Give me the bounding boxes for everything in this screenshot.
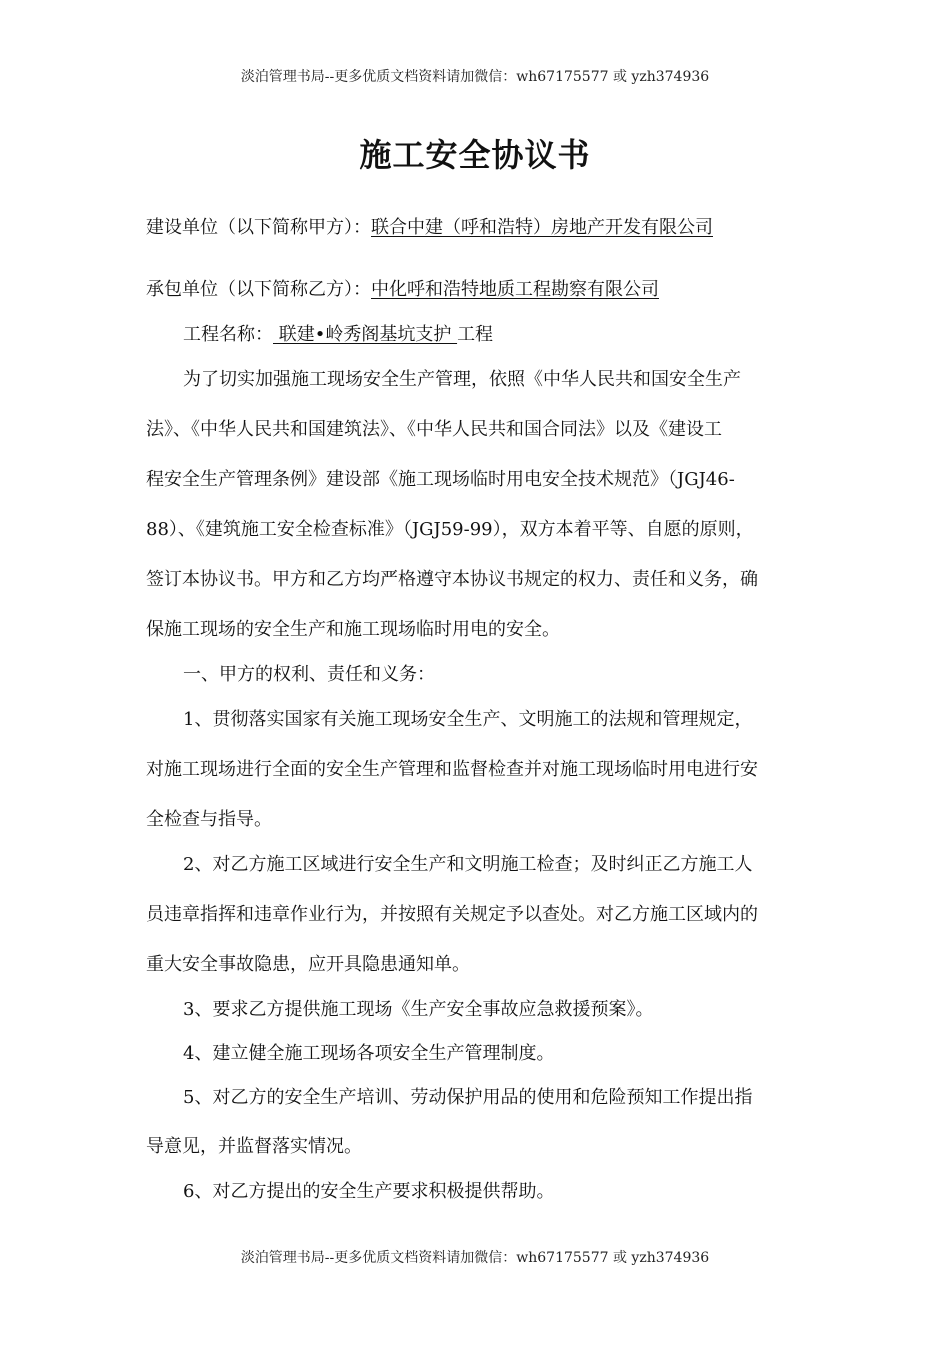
- item-6-line: 6、对乙方提出的安全生产要求积极提供帮助。: [183, 1181, 555, 1202]
- item-5-line: 5、对乙方的安全生产培训、劳动保护用品的使用和危险预知工作提出指: [183, 1087, 753, 1108]
- item-3-line: 3、要求乙方提供施工现场《生产安全事故应急救援预案》。: [183, 999, 654, 1020]
- project-value: 联建•岭秀阁基坑支护: [273, 324, 458, 345]
- item-1-line: 全检查与指导。: [146, 809, 272, 830]
- intro-line: 程安全生产管理条例》建设部《施工现场临时用电安全技术规范》（JGJ46-: [146, 469, 735, 490]
- party-b-line: [146, 278, 826, 302]
- intro-line: 法》、《中华人民共和国建筑法》、《中华人民共和国合同法》以及《建设工: [146, 419, 722, 440]
- party-a-line: [146, 216, 826, 240]
- document-title: 施工安全协议书: [359, 136, 591, 174]
- party-b-value: 中化呼和浩特地质工程勘察有限公司: [371, 279, 659, 300]
- intro-line: 保施工现场的安全生产和施工现场临时用电的安全。: [146, 619, 560, 640]
- party-a-label: 建设单位（以下简称甲方）：: [146, 217, 371, 238]
- item-1-line: 对施工现场进行全面的安全生产管理和监督检查并对施工现场临时用电进行安: [146, 759, 758, 780]
- item-5-line: 导意见，并监督落实情况。: [146, 1136, 362, 1157]
- project-line: [183, 323, 863, 347]
- item-2-line: 重大安全事故隐患，应开具隐患通知单。: [146, 954, 470, 975]
- intro-line: 为了切实加强施工现场安全生产管理，依照《中华人民共和国安全生产: [183, 369, 741, 390]
- item-4-line: 4、建立健全施工现场各项安全生产管理制度。: [183, 1043, 555, 1064]
- section-1-heading: 一、甲方的权利、责任和义务：: [183, 664, 435, 685]
- party-a-value: 联合中建（呼和浩特）房地产开发有限公司: [371, 217, 713, 238]
- page-header: 淡泊管理书局--更多优质文档资料请加微信：wh67175577 或 yzh374936: [240, 69, 710, 85]
- item-2-line: 2、对乙方施工区域进行安全生产和文明施工检查；及时纠正乙方施工人: [183, 854, 753, 875]
- page-footer: 淡泊管理书局--更多优质文档资料请加微信：wh67175577 或 yzh374936: [240, 1250, 710, 1266]
- intro-line: 签订本协议书。甲方和乙方均严格遵守本协议书规定的权力、责任和义务，确: [146, 569, 758, 590]
- item-2-line: 员违章指挥和违章作业行为，并按照有关规定予以查处。对乙方施工区域内的: [146, 904, 758, 925]
- party-b-label: 承包单位（以下简称乙方）：: [146, 279, 371, 300]
- item-1-line: 1、贯彻落实国家有关施工现场安全生产、文明施工的法规和管理规定，: [183, 709, 753, 730]
- project-label: 工程名称：: [183, 324, 273, 345]
- project-suffix: 工程: [457, 324, 494, 345]
- intro-line: 88）、《建筑施工安全检查标准》（JGJ59-99），双方本着平等、自愿的原则，: [146, 519, 754, 540]
